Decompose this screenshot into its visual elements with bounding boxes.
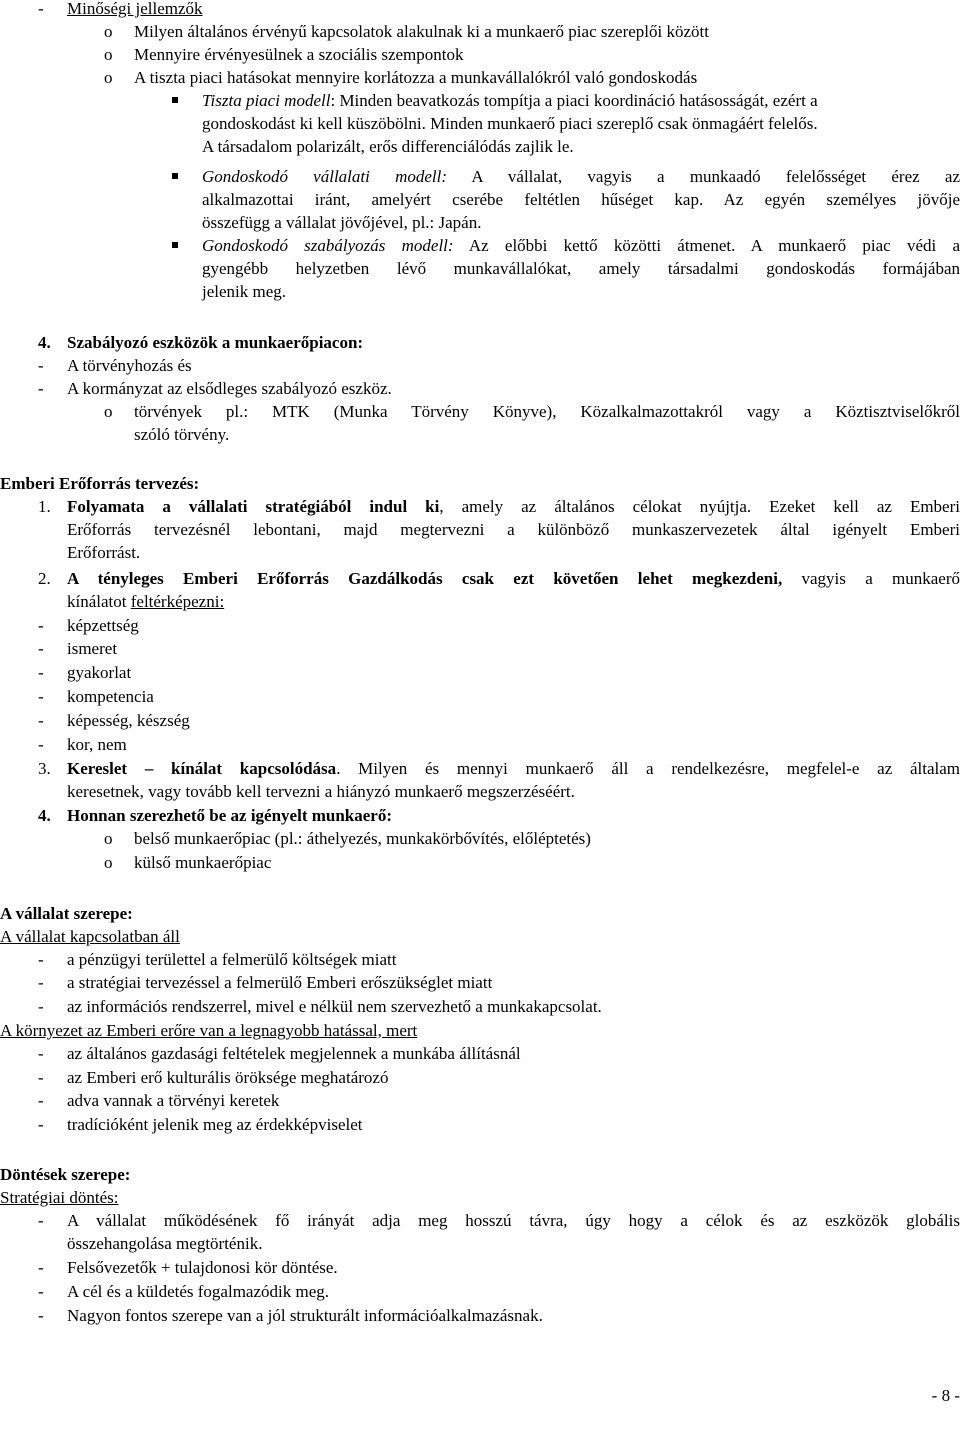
- list-item-text: szóló törvény.: [134, 425, 230, 444]
- dash-marker: -: [38, 1115, 44, 1134]
- list-item-text: Milyen általános érvényű kapcsolatok alakulnak ki a munkaerő piac szereplői között: [134, 22, 709, 41]
- model-text: gyengébb helyzetben lévő munkavállalókat, amely társadalmi gondoskodás formájában: [202, 259, 960, 278]
- numbered-item-text: [67, 495, 960, 518]
- body-text: , amely az általános célokat nyújtja. Ezeket kell az Emberi: [439, 497, 960, 516]
- dash-marker: -: [38, 997, 44, 1016]
- model-text: összefügg a vállalat jövőjével, pl.: Japán.: [202, 213, 482, 232]
- section-title-hr-planning: Emberi Erőforrás tervezés:: [0, 474, 200, 493]
- model-text: A vállalat, vagyis a munkaadó felelősséget érez az: [447, 167, 960, 186]
- list-item-text: képesség, készség: [67, 711, 190, 730]
- dash-marker: -: [38, 1091, 44, 1110]
- list-item-text: kor, nem: [67, 735, 127, 754]
- list-item-text: A tiszta piaci hatásokat mennyire korlátozza a munkavállalókról való gondoskodás: [134, 68, 698, 87]
- circle-marker: o: [104, 402, 113, 421]
- model-name: Gondoskodó vállalati modell:: [202, 167, 448, 186]
- list-item-text: a stratégiai tervezéssel a felmerülő Emberi erőszükséglet miatt: [67, 973, 493, 992]
- list-item-text: az Emberi erő kulturális öröksége meghatározó: [67, 1068, 389, 1087]
- underlined-text: A környezet az Emberi erőre van a legnagyobb hatással, mert: [0, 1021, 418, 1040]
- model-paragraph: [202, 89, 960, 112]
- circle-marker: o: [104, 68, 113, 87]
- list-item-text: Felsővezetők + tulajdonosi kör döntése.: [67, 1258, 338, 1277]
- square-bullet-icon: [172, 173, 178, 179]
- model-paragraph: [202, 165, 960, 188]
- model-text: : Minden beavatkozás tompítja a piaci koordináció hatásosságát, ezért a: [330, 91, 818, 110]
- body-text: keresetnek, vagy tovább kell tervezni a hiányzó munkaerő megszerzéséért.: [67, 782, 575, 801]
- list-item-text: A kormányzat az elsődleges szabályozó eszköz.: [67, 379, 392, 398]
- list-item-text: A törvényhozás és: [67, 356, 192, 375]
- dash-marker: -: [38, 356, 44, 375]
- dash-marker: -: [38, 950, 44, 969]
- model-text: gondoskodást ki kell küszöbölni. Minden munkaerő piaci szereplő csak önmagáért felelős.: [202, 114, 818, 133]
- model-name: Tiszta piaci modell: [202, 91, 331, 110]
- page-number: - 8 -: [931, 1386, 960, 1405]
- section-title: Szabályozó eszközök a munkaerőpiacon:: [67, 333, 364, 352]
- circle-marker: o: [104, 22, 113, 41]
- model-paragraph: [202, 234, 960, 257]
- dash-marker: -: [38, 687, 44, 706]
- list-item-text: törvények pl.: MTK (Munka Törvény Könyve), Közalkalmazottakról vagy a Köztisztviselőkről: [134, 402, 960, 421]
- list-item-text: A cél és a küldetés fogalmazódik meg.: [67, 1282, 329, 1301]
- dash-marker: -: [38, 1068, 44, 1087]
- dash-marker: -: [38, 1258, 44, 1277]
- list-item-text: összehangolása megtörténik.: [67, 1234, 263, 1253]
- emphasis-text: Kereslet – kínálat kapcsolódása: [67, 759, 337, 778]
- list-item-text: ismeret: [67, 639, 118, 658]
- list-item-text: az információs rendszerrel, mivel e nélkül nem szervezhető a munkakapcsolat.: [67, 997, 602, 1016]
- circle-marker: o: [104, 853, 113, 872]
- numbered-item-text: [67, 567, 960, 590]
- item-number: 4.: [38, 806, 51, 825]
- emphasis-text: A tényleges Emberi Erőforrás Gazdálkodás csak ezt követően lehet megkezdeni,: [67, 569, 783, 588]
- list-item-text: az általános gazdasági feltételek megjelennek a munkába állításnál: [67, 1044, 521, 1063]
- subheading: [0, 925, 960, 948]
- list-item-text: adva vannak a törvényi keretek: [67, 1091, 280, 1110]
- underlined-text: Stratégiai döntés:: [0, 1188, 119, 1207]
- body-text: Erőforrás tervezésnél lebontani, majd megtervezni a különböző munkaszervezetek által igényelt Emberi: [67, 520, 960, 539]
- numbered-item-title: Honnan szerezhető be az igényelt munkaerő:: [67, 806, 393, 825]
- model-text: jelenik meg.: [202, 282, 287, 301]
- circle-marker: o: [104, 829, 113, 848]
- list-item-text: képzettség: [67, 616, 139, 635]
- body-text: . Milyen és mennyi munkaerő áll a rendelkezésre, megfelel-e az általam: [336, 759, 960, 778]
- list-item-text: kompetencia: [67, 687, 154, 706]
- dash-marker: -: [38, 735, 44, 754]
- model-text: A társadalom polarizált, erős differenciálódás zajlik le.: [202, 137, 574, 156]
- body-text: kínálatot: [67, 592, 131, 611]
- dash-marker: -: [38, 973, 44, 992]
- list-item-text: A vállalat működésének fő irányát adja meg hosszú távra, úgy hogy a célok és az eszközök globális: [67, 1211, 960, 1230]
- dash-marker: -: [38, 1306, 44, 1325]
- section-title-decisions: Döntések szerepe:: [0, 1165, 131, 1184]
- section-number: 4.: [38, 333, 51, 352]
- section-title: Minőségi jellemzők: [67, 0, 203, 18]
- section-title-company-role: A vállalat szerepe:: [0, 904, 133, 923]
- square-bullet-icon: [172, 242, 178, 248]
- dash-marker: -: [38, 711, 44, 730]
- item-number: 2.: [38, 569, 51, 588]
- dash-marker: -: [38, 616, 44, 635]
- list-item-text: Mennyire érvényesülnek a szociális szempontok: [134, 45, 464, 64]
- body-text: Erőforrást.: [67, 543, 141, 562]
- numbered-item-text: [67, 757, 960, 780]
- dash-marker: -: [38, 379, 44, 398]
- underlined-text: feltérképezni:: [130, 592, 225, 611]
- item-number: 1.: [38, 497, 51, 516]
- subheading: [0, 1186, 960, 1209]
- body-text: [67, 590, 960, 613]
- dash-marker: -: [38, 1211, 44, 1230]
- list-item-text: tradícióként jelenik meg az érdekképviselet: [67, 1115, 363, 1134]
- dash-marker: -: [38, 639, 44, 658]
- model-name: Gondoskodó szabályozás modell:: [202, 236, 454, 255]
- model-text: alkalmazottai iránt, amelyért cserébe feltétlen hűséget kap. Az egyén személyes jövője: [202, 190, 960, 209]
- model-text: Az előbbi kettő közötti átmenet. A munkaerő piac védi a: [453, 236, 960, 255]
- dash-marker: -: [38, 663, 44, 682]
- subheading: [0, 1019, 960, 1042]
- list-item-text: gyakorlat: [67, 663, 132, 682]
- dash-marker: -: [38, 1044, 44, 1063]
- list-item-text: a pénzügyi területtel a felmerülő költségek miatt: [67, 950, 397, 969]
- list-item-text: belső munkaerőpiac (pl.: áthelyezés, munkakörbővítés, előléptetés): [134, 829, 591, 848]
- dash-marker: -: [38, 0, 44, 18]
- circle-marker: o: [104, 45, 113, 64]
- underlined-text: A vállalat kapcsolatban áll: [0, 927, 180, 946]
- list-item-text: Nagyon fontos szerepe van a jól strukturált információalkalmazásnak.: [67, 1306, 543, 1325]
- item-number: 3.: [38, 759, 51, 778]
- emphasis-text: Folyamata a vállalati stratégiából indul ki: [67, 497, 440, 516]
- list-item-text: külső munkaerőpiac: [134, 853, 272, 872]
- dash-marker: -: [38, 1282, 44, 1301]
- body-text: vagyis a munkaerő: [782, 569, 960, 588]
- square-bullet-icon: [172, 97, 178, 103]
